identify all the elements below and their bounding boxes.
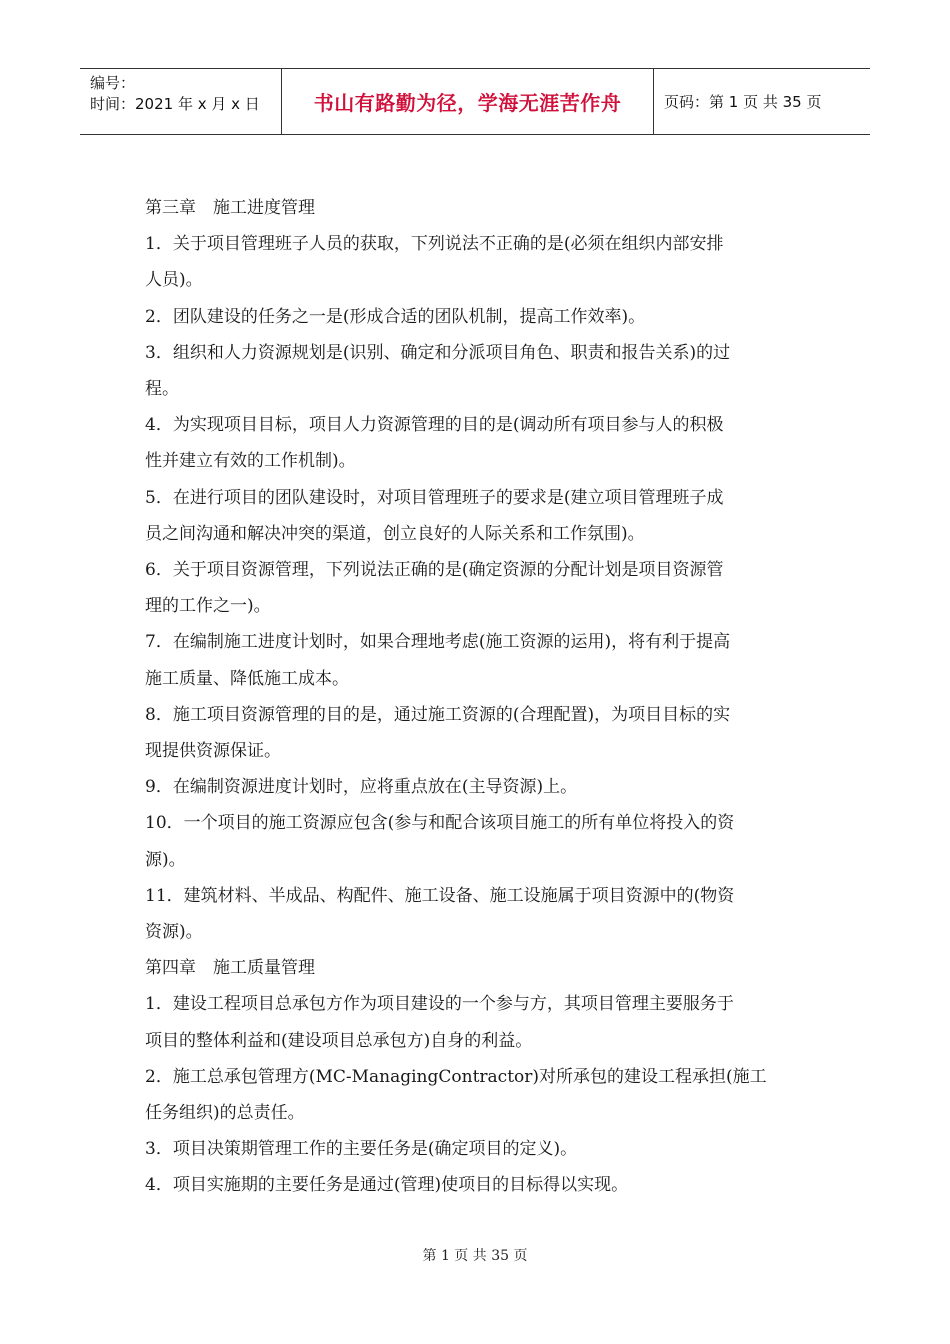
text-line: 员之间沟通和解决冲突的渠道，创立良好的人际关系和工作氛围)。 <box>145 523 645 544</box>
text-line: 4．为实现项目目标，项目人力资源管理的目的是(调动所有项目参与人的积极 <box>145 415 724 436</box>
page-footer: 第 1 页 共 35 页 <box>422 1248 528 1264</box>
text-line: 人员)。 <box>145 270 203 291</box>
text-line: 11．建筑材料、半成品、构配件、施工设备、施工设施属于项目资源中的(物资 <box>145 885 735 906</box>
text-line: 第三章 施工进度管理 <box>145 198 315 218</box>
text-line: 源)。 <box>145 849 186 870</box>
time-label: 时间：2021 年 x 月 x 日 <box>90 95 260 113</box>
text-line: 第四章 施工质量管理 <box>145 958 315 979</box>
text-line: 施工质量、降低施工成本。 <box>145 668 349 689</box>
text-line: 2．团队建设的任务之一是(形成合适的团队机制，提高工作效率)。 <box>145 306 646 327</box>
text-line: 理的工作之一)。 <box>145 596 271 617</box>
header-page-info: 页码：第 1 页 共 35 页 <box>664 93 822 111</box>
text-line: 项目的整体利益和(建设项目总承包方)自身的利益。 <box>145 1030 533 1051</box>
document-body <box>145 190 810 1204</box>
code-label: 编号： <box>90 74 136 92</box>
text-line: 任务组织)的总责任。 <box>145 1103 305 1124</box>
text-line: 9．在编制资源进度计划时，应将重点放在(主导资源)上。 <box>145 777 578 798</box>
text-line: 10．一个项目的施工资源应包含(参与和配合该项目施工的所有单位将投入的资 <box>145 813 735 834</box>
text-line: 2．施工总承包管理方(MC-ManagingContractor)对所承包的建设工程承担(施工 <box>145 1066 767 1087</box>
text-line: 8．施工项目资源管理的目的是，通过施工资源的(合理配置)，为项目目标的实 <box>145 704 731 725</box>
text-line: 3．组织和人力资源规划是(识别、确定和分派项目角色、职责和报告关系)的过 <box>145 342 731 363</box>
text-line: 现提供资源保证。 <box>145 741 281 762</box>
header-meta <box>80 69 281 134</box>
text-line: 资源)。 <box>145 922 203 943</box>
text-line: 程。 <box>145 379 179 400</box>
text-line: 4．项目实施期的主要任务是通过(管理)使项目的目标得以实现。 <box>145 1175 629 1196</box>
text-line: 1．建设工程项目总承包方作为项目建设的一个参与方，其项目管理主要服务于 <box>145 994 734 1015</box>
text-line: 5．在进行项目的团队建设时，对项目管理班子的要求是(建立项目管理班子成 <box>145 487 724 508</box>
text-line: 1．关于项目管理班子人员的获取，下列说法不正确的是(必须在组织内部安排 <box>145 234 724 255</box>
text-line: 3．项目决策期管理工作的主要任务是(确定项目的定义)。 <box>145 1139 578 1160</box>
text-line: 6．关于项目资源管理，下列说法正确的是(确定资源的分配计划是项目资源管 <box>145 560 724 581</box>
text-line: 性并建立有效的工作机制)。 <box>145 451 356 472</box>
page-header <box>80 68 870 135</box>
header-motto: 书山有路勤为径，学海无涯苦作舟 <box>281 69 654 134</box>
text-line: 7．在编制施工进度计划时，如果合理地考虑(施工资源的运用)，将有利于提高 <box>145 632 731 653</box>
